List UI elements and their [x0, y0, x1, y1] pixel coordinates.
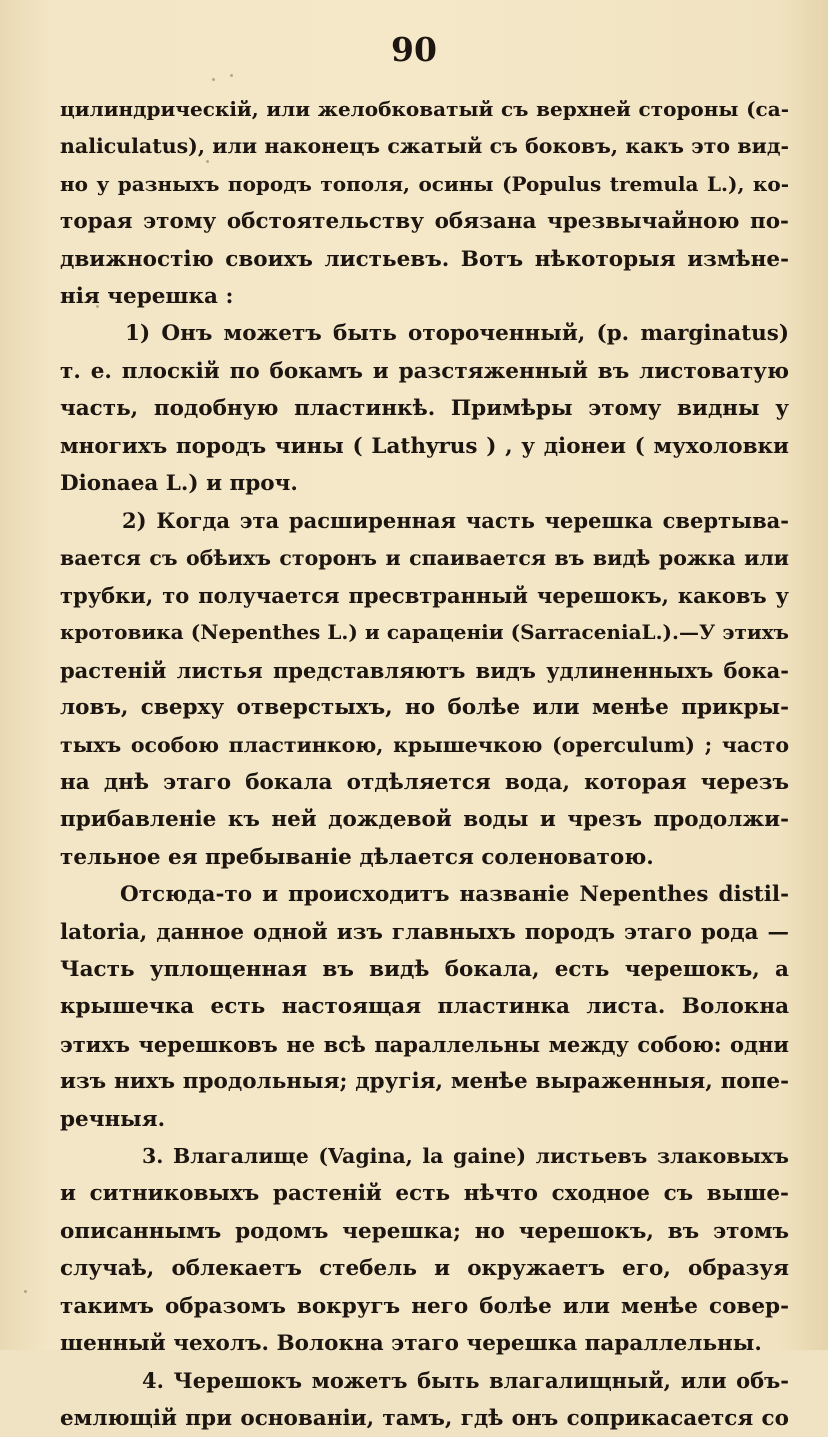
paper-speck — [230, 74, 233, 77]
text-line: ловъ, сверху отверстыхъ, но болѣе или менѣе прикры- — [60, 695, 789, 721]
paper-speck — [24, 1290, 27, 1293]
text-line: 3. Влагалище (Vagina, la gaine) листьевъ злаковыхъ — [142, 1143, 789, 1168]
paper-speck — [96, 305, 99, 308]
text-line: вается съ обѣихъ сторонъ и спаивается въ видѣ рожка или — [60, 545, 789, 570]
text-line: трубки, то получается пресвтранный черешокъ, каковъ у — [60, 583, 789, 609]
text-line: тыхъ особою пластинкою, крышечкою (operculum) ; часто — [60, 732, 789, 757]
text-line: тельное ея пребываніе дѣлается соленоватою. — [60, 844, 654, 870]
text-line: шенный чехолъ. Волокна этаго черешка параллельны. — [60, 1330, 762, 1356]
text-line: емлющій при основаніи, тамъ, гдѣ онъ соприкасается со — [60, 1405, 789, 1431]
text-line: latoria, данное одной изъ главныхъ породъ этаго рода — — [60, 919, 789, 945]
text-line: нія черешка : — [60, 283, 234, 309]
text-line: крышечка есть настоящая пластинка листа. Волокна — [60, 994, 789, 1020]
text-line: цилиндрическій, или желобковатый съ верхней стороны (ca- — [60, 97, 789, 121]
text-line: 4. Черешокъ можетъ быть влагалищный, или объ- — [142, 1368, 789, 1394]
body-text — [60, 91, 789, 1437]
text-line: этихъ черешковъ не всѣ параллельны между собою: одни — [60, 1031, 789, 1057]
text-line: кротовика (Nepenthes L.) и сараценіи (SarraceniaL.).—У этихъ — [60, 620, 789, 645]
text-line: такимъ образомъ вокругъ него болѣе или менѣе совер- — [60, 1293, 789, 1319]
text-line: т. е. плоскій по бокамъ и разстяженный въ листоватую — [60, 358, 789, 384]
text-line: 1) Онъ можетъ быть отороченный, (p. marginatus) — [125, 321, 789, 347]
text-line: изъ нихъ продольныя; другія, менѣе выраженныя, попе- — [60, 1069, 789, 1095]
paper-speck — [212, 78, 215, 81]
text-line: Отсюда-то и происходитъ названіе Nepenthes distil- — [120, 882, 789, 908]
text-line: многихъ породъ чины ( Lathyrus ) , у діонеи ( мухоловки — [60, 433, 789, 459]
text-line: описаннымъ родомъ черешка; но черешокъ, въ этомъ — [60, 1218, 789, 1244]
page-number: 90 — [391, 30, 437, 69]
paper-speck — [100, 1080, 103, 1083]
text-line: naliculatus), или наконецъ сжатый съ боковъ, какъ это вид- — [60, 134, 789, 159]
text-line: на днѣ этаго бокала отдѣляется вода, которая черезъ — [60, 770, 789, 796]
text-line: движностію своихъ листьевъ. Вотъ нѣкоторыя измѣне- — [60, 246, 789, 272]
text-line: речныя. — [60, 1106, 166, 1132]
text-line: Часть уплощенная въ видѣ бокала, есть черешокъ, а — [60, 956, 789, 982]
text-line: торая этому обстоятельству обязана чрезвычайною по- — [60, 209, 789, 235]
text-line: Dionaea L.) и проч. — [60, 470, 298, 496]
text-line: часть, подобную пластинкѣ. Примѣры этому видны у — [60, 396, 789, 422]
text-line: и ситниковыхъ растеній есть нѣчто сходное съ выше- — [60, 1181, 789, 1207]
text-line: прибавленіе къ ней дождевой воды и чрезъ продолжи- — [60, 807, 789, 833]
text-line: случаѣ, облекаетъ стебель и окружаетъ его, образуя — [60, 1256, 789, 1282]
paper-speck — [206, 160, 209, 163]
text-line: но у разныхъ породъ тополя, осины (Populus tremula L.), ко- — [60, 171, 789, 196]
text-line: 2) Когда эта расширенная часть черешка свертыва- — [122, 508, 789, 534]
text-line: растеній листья представляютъ видъ удлиненныхъ бока- — [60, 657, 789, 683]
